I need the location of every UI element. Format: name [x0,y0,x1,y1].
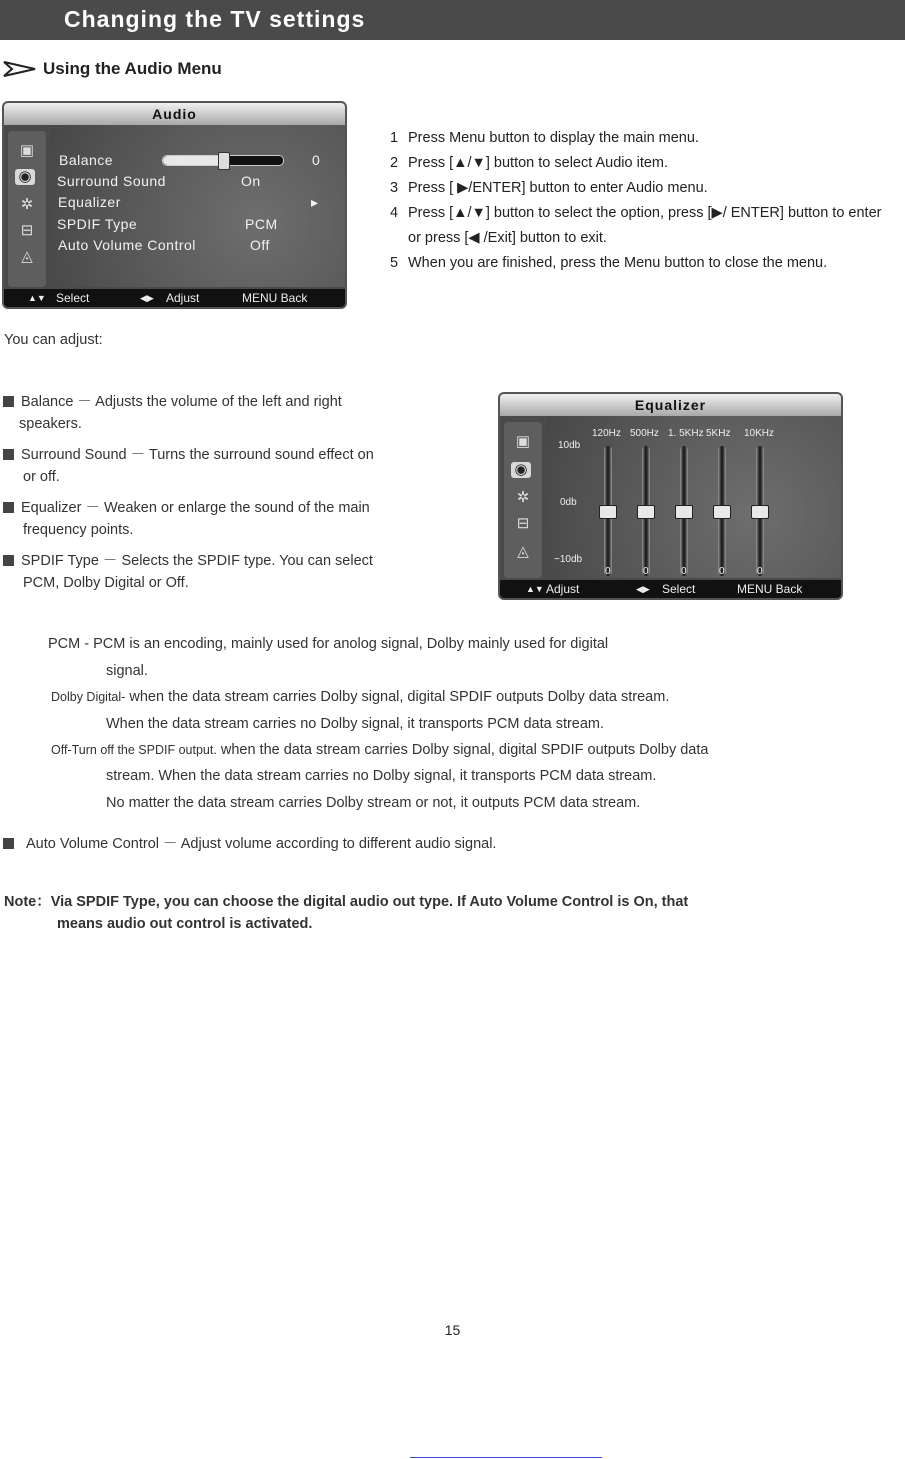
eq-band-knob [713,505,731,519]
step-4: 4 Press [▲/▼] button to select the option, press [▶/ ENTER] button to enter [390,205,882,221]
bullet-square-icon [3,396,14,407]
eq-scale-top: 10db [558,440,581,451]
dolby-definition-cont: When the data stream carries no Dolby signal, it transports PCM data stream. [106,716,605,732]
menu-item-value: On [241,173,261,189]
audio-menu-screenshot [2,101,347,309]
setup-icon: ✲ [20,196,34,213]
eq-band-value: 0 [719,566,725,577]
bullet-square-icon [3,502,14,513]
balance-slider-fill [163,156,223,165]
footer-adjust-label: Adjust [546,582,580,596]
note: Note：Via SPDIF Type, you can choose the digital audio out type. If Auto Volume Control is On, that [4,894,689,910]
audio-menu-title: Audio [4,103,345,125]
eq-band-value: 0 [643,566,649,577]
up-down-arrows-icon: ▲▼ [28,293,46,303]
pcm-definition: PCM - PCM is an encoding, mainly used for anolog signal, Dolby mainly used for digital [48,636,609,652]
eq-band-knob [599,505,617,519]
footer-select-label: Select [56,291,90,305]
bullet-spdif-cont: PCM, Dolby Digital or Off. [23,575,189,591]
bullet-square-icon [3,555,14,566]
step-4-continued: or press [◀ /Exit] button to exit. [408,230,607,246]
eq-band-knob [751,505,769,519]
page-number: 15 [444,1322,461,1338]
off-definition: Off-Turn off the SPDIF output. when the data stream carries Dolby signal, digital SPDIF outputs Dolby data [51,742,709,758]
bullet-balance-cont: speakers. [19,416,82,432]
equalizer-menu-footer [500,580,841,598]
audio-icon: ◉ [15,169,35,185]
left-right-arrows-icon: ◀▶ [636,584,650,594]
pcm-definition-cont: signal. [106,663,148,679]
menu-item-label: Auto Volume Control [58,237,196,253]
menu-item-value: Off [250,237,270,253]
bullet-square-icon [3,449,14,460]
adjust-intro: You can adjust: [4,332,103,348]
page-title: Changing the TV settings [64,6,366,32]
audio-icon: ◉ [511,462,531,478]
off-definition-cont2: No matter the data stream carries Dolby stream or not, it outputs PCM data stream. [106,795,641,811]
footer-back-label: MENU Back [242,291,308,305]
eq-band-knob [637,505,655,519]
bullet-surround: Surround Sound － Turns the surround sound effect on [3,443,374,464]
eq-scale-mid: 0db [560,497,577,508]
bullet-equalizer-cont: frequency points. [23,522,134,538]
step-5: 5 When you are finished, press the Menu button to close the menu. [390,255,828,271]
bullet-square-icon [3,838,14,849]
lock-icon: ⊟ [516,515,530,532]
up-down-arrows-icon: ▲▼ [526,584,544,594]
dolby-definition: Dolby Digital- when the data stream carries Dolby signal, digital SPDIF outputs Dolby data stream. [51,689,670,705]
eq-band-label: 5KHz [706,428,731,439]
bullet-equalizer: Equalizer － Weaken or enlarge the sound of the main [3,496,370,517]
menu-item-value: 0 [312,152,321,168]
eq-band-label: 1. 5KHz [668,428,704,439]
footer-select-label: Select [662,582,696,596]
channel-icon: ◬ [517,543,529,560]
menu-item-label: Surround Sound [57,173,166,189]
picture-icon: ▣ [515,433,531,450]
eq-band-label: 10KHz [744,428,775,439]
equalizer-menu-screenshot [498,392,843,600]
step-2: 2 Press [▲/▼] button to select Audio item. [390,155,669,171]
step-1: 1 Press Menu button to display the main menu. [390,130,699,146]
eq-band-value: 0 [605,566,611,577]
eq-band-label: 120Hz [592,428,621,439]
eq-band-value: 0 [681,566,687,577]
off-definition-cont: stream. When the data stream carries no Dolby signal, it transports PCM data stream. [106,768,657,784]
submenu-arrow-icon: ▸ [311,194,319,210]
eq-band-value: 0 [757,566,763,577]
eq-band-knob [675,505,693,519]
menu-icon-column [504,422,542,578]
menu-item-label: Balance [59,152,114,168]
note-cont: means audio out control is activated. [57,916,313,932]
footer-back-label: MENU Back [737,582,803,596]
eq-band-label: 500Hz [630,428,659,439]
lock-icon: ⊟ [20,222,34,239]
menu-item-label: Equalizer [58,194,121,210]
setup-icon: ✲ [516,489,530,506]
section-title: Using the Audio Menu [43,59,222,78]
bullet-balance: Balance － Adjusts the volume of the left and right [3,390,342,411]
audio-menu-footer [4,289,345,307]
bullet-auto-volume: Auto Volume Control － Adjust volume according to different audio signal. [3,832,496,853]
bullet-surround-cont: or off. [23,469,60,485]
footer-adjust-label: Adjust [166,291,200,305]
menu-icon-column [8,131,46,287]
picture-icon: ▣ [19,142,35,159]
menu-item-value: PCM [245,216,278,232]
eq-scale-bottom: −10db [554,554,583,565]
left-right-arrows-icon: ◀▶ [140,293,154,303]
equalizer-menu-title: Equalizer [500,394,841,416]
balance-slider [162,155,284,166]
arrow-icon [3,60,37,78]
footer-link-underline [410,1457,602,1458]
channel-icon: ◬ [21,248,33,265]
equalizer-body [546,416,841,578]
step-3: 3 Press [ ▶/ENTER] button to enter Audio menu. [390,180,708,196]
bullet-spdif: SPDIF Type － Selects the SPDIF type. You can select [3,549,373,570]
balance-slider-thumb [218,152,230,170]
menu-item-label: SPDIF Type [57,216,138,232]
header-bar [0,0,905,40]
